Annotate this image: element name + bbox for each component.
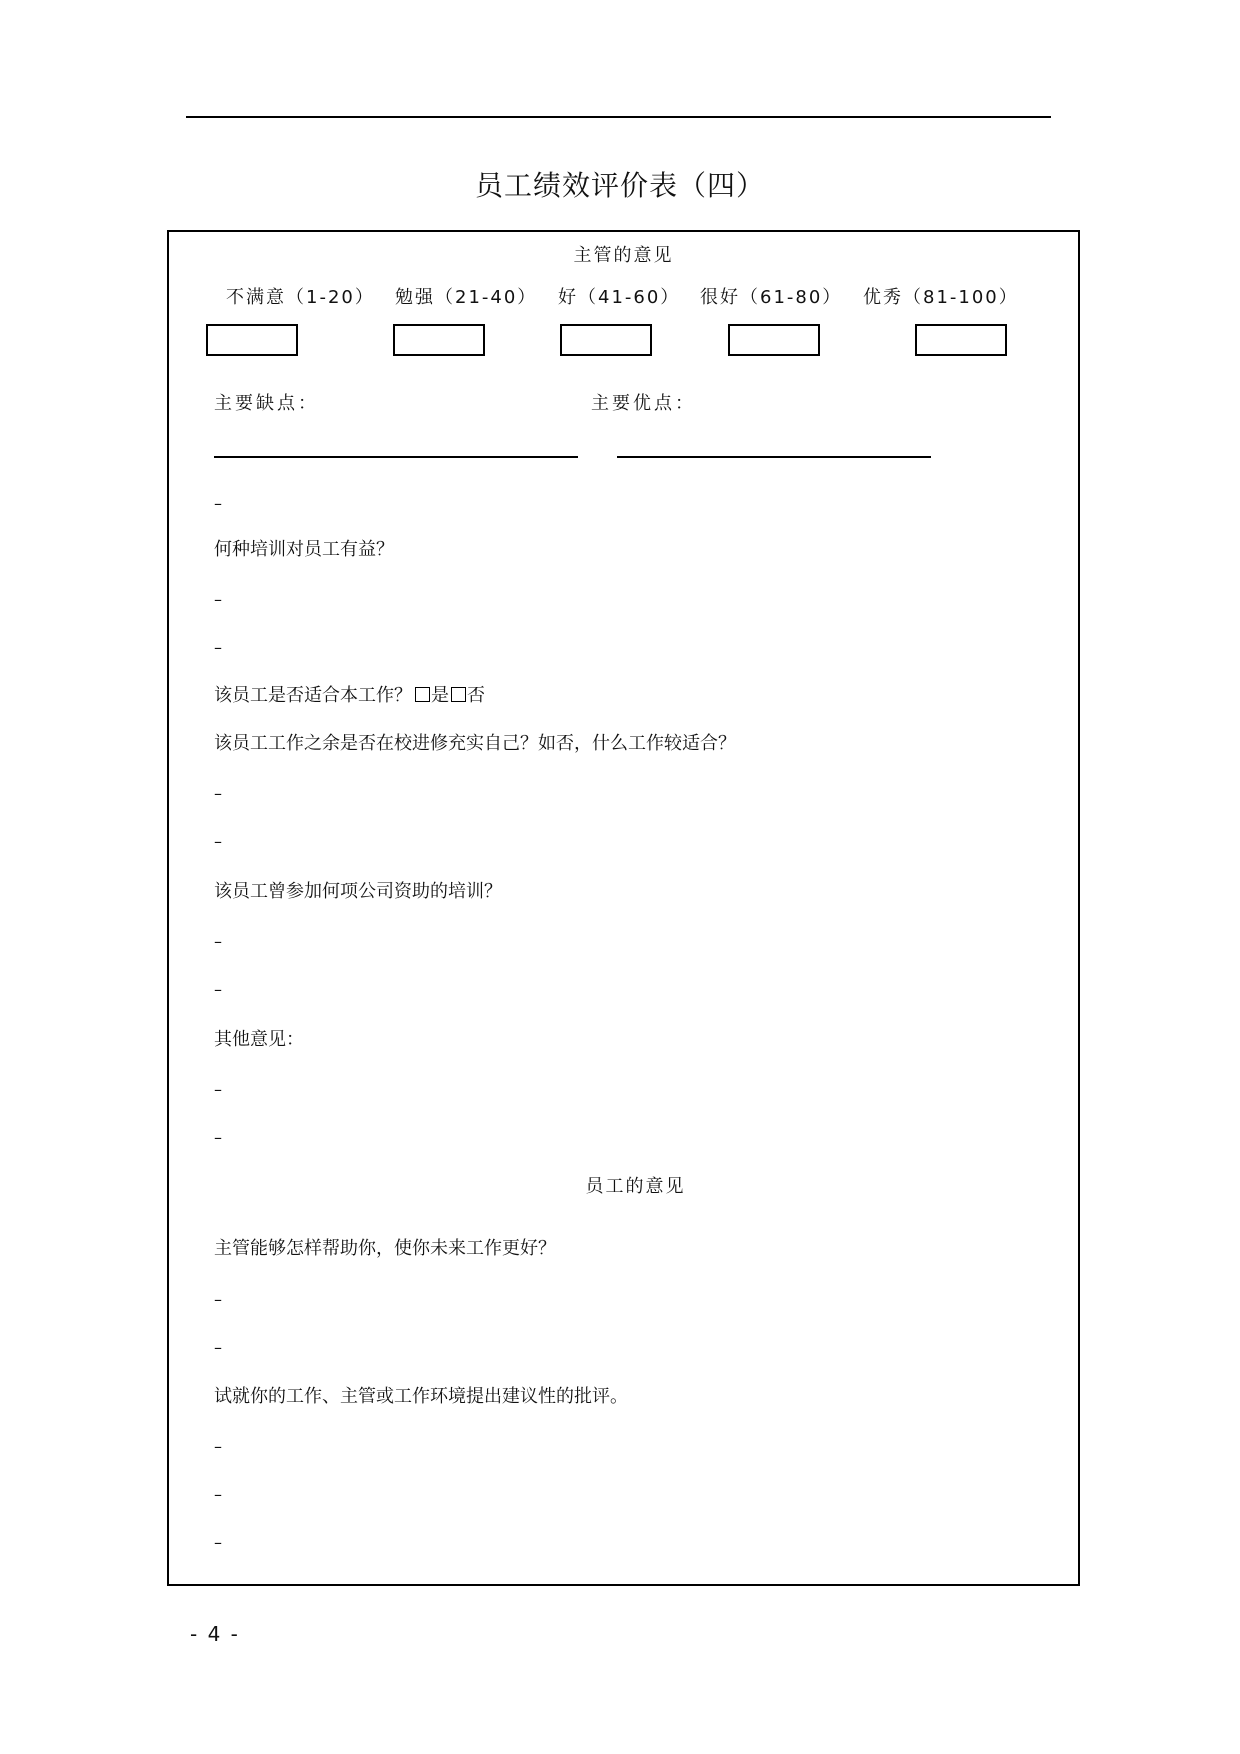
blank-line-marker[interactable]: – [214, 980, 222, 999]
yes-checkbox[interactable] [415, 687, 430, 702]
page-number: - 4 - [190, 1622, 240, 1646]
employee-section-heading: 员工的意见 [585, 1176, 686, 1197]
header-rule [186, 116, 1051, 118]
other-comments-label: 其他意见： [214, 1029, 304, 1050]
rating-box-barely[interactable] [393, 324, 485, 356]
question-constructive-criticism: 试就你的工作、主管或工作环境提出建议性的批评。 [214, 1386, 628, 1407]
evaluation-form [167, 230, 1080, 1586]
blank-line-marker[interactable]: – [214, 1080, 222, 1099]
blank-line-marker[interactable]: – [214, 638, 222, 657]
no-checkbox[interactable] [451, 687, 466, 702]
yes-option-label: 是 [431, 685, 449, 706]
blank-line-marker[interactable]: – [214, 1290, 222, 1309]
blank-line-marker[interactable]: – [214, 494, 222, 513]
rating-box-good[interactable] [560, 324, 652, 356]
blank-line-marker[interactable]: – [214, 590, 222, 609]
rating-box-very-good[interactable] [728, 324, 820, 356]
blank-line-marker[interactable]: – [214, 1338, 222, 1357]
blank-line-marker[interactable]: – [214, 784, 222, 803]
rating-box-excellent[interactable] [915, 324, 1007, 356]
rating-label-good: 好（41-60） [558, 287, 681, 308]
question-further-study: 该员工工作之余是否在校进修充实自己？如否，什么工作较适合？ [214, 733, 736, 754]
blank-line-marker[interactable]: – [214, 832, 222, 851]
blank-line-marker[interactable]: – [214, 1485, 222, 1504]
supervisor-section-heading: 主管的意见 [573, 245, 674, 266]
question-training: 何种培训对员工有益？ [214, 539, 394, 560]
blank-line-marker[interactable]: – [214, 932, 222, 951]
question-suitable [214, 681, 485, 707]
no-option-label: 否 [467, 685, 485, 706]
rating-label-very-good: 很好（61-80） [700, 287, 843, 308]
weaknesses-answer-line[interactable] [214, 456, 578, 458]
strengths-answer-line[interactable] [617, 456, 931, 458]
question-suitable-text: 该员工是否适合本工作？ [214, 685, 412, 706]
weaknesses-label: 主要缺点： [214, 393, 319, 414]
rating-label-unsatisfactory: 不满意（1-20） [226, 287, 375, 308]
rating-box-unsatisfactory[interactable] [206, 324, 298, 356]
rating-label-excellent: 优秀（81-100） [863, 287, 1019, 308]
blank-line-marker[interactable]: – [214, 1128, 222, 1147]
strengths-label: 主要优点： [591, 393, 696, 414]
question-supervisor-help: 主管能够怎样帮助你，使你未来工作更好？ [214, 1238, 556, 1259]
page-title: 员工绩效评价表（四） [474, 169, 765, 202]
rating-label-barely: 勉强（21-40） [395, 287, 538, 308]
question-sponsored-training: 该员工曾参加何项公司资助的培训？ [214, 881, 502, 902]
blank-line-marker[interactable]: – [214, 1437, 222, 1456]
blank-line-marker[interactable]: – [214, 1533, 222, 1552]
